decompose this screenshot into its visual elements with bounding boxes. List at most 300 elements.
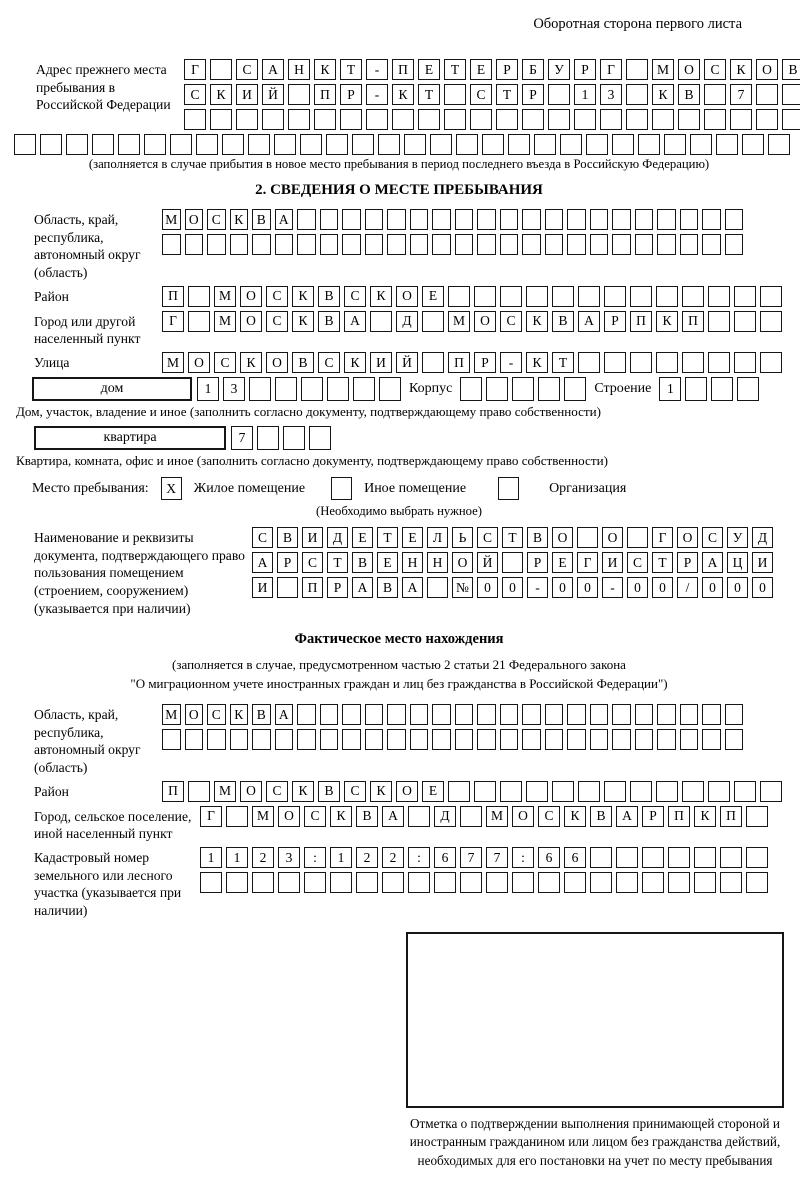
char-box[interactable]: С bbox=[702, 527, 723, 548]
char-box[interactable] bbox=[460, 377, 482, 401]
char-box[interactable] bbox=[456, 134, 478, 155]
char-box[interactable]: В bbox=[678, 84, 700, 105]
char-box[interactable] bbox=[283, 426, 305, 450]
char-box[interactable]: М bbox=[252, 806, 274, 827]
char-box[interactable] bbox=[548, 109, 570, 130]
char-box[interactable]: Т bbox=[377, 527, 398, 548]
char-box[interactable]: К bbox=[230, 704, 249, 725]
char-box[interactable]: О bbox=[240, 286, 262, 307]
char-box[interactable]: И bbox=[236, 84, 258, 105]
char-box[interactable] bbox=[500, 781, 522, 802]
char-box[interactable] bbox=[742, 134, 764, 155]
char-box[interactable] bbox=[578, 352, 600, 373]
char-box[interactable] bbox=[342, 234, 361, 255]
char-box[interactable] bbox=[522, 209, 541, 230]
other-premises-checkbox[interactable] bbox=[331, 477, 352, 500]
char-box[interactable] bbox=[500, 286, 522, 307]
char-box[interactable]: А bbox=[402, 577, 423, 598]
char-box[interactable]: У bbox=[548, 59, 570, 80]
char-box[interactable] bbox=[275, 377, 297, 401]
char-box[interactable] bbox=[768, 134, 790, 155]
char-box[interactable]: М bbox=[162, 704, 181, 725]
char-box[interactable]: Н bbox=[402, 552, 423, 573]
char-box[interactable] bbox=[668, 847, 690, 868]
char-box[interactable]: П bbox=[162, 286, 184, 307]
char-box[interactable]: Р bbox=[604, 311, 626, 332]
char-box[interactable]: О bbox=[185, 209, 204, 230]
char-box[interactable]: 6 bbox=[564, 847, 586, 868]
char-box[interactable] bbox=[746, 806, 768, 827]
char-box[interactable] bbox=[342, 209, 361, 230]
char-box[interactable]: О bbox=[266, 352, 288, 373]
char-box[interactable]: Ц bbox=[727, 552, 748, 573]
char-box[interactable]: К bbox=[392, 84, 414, 105]
char-box[interactable]: О bbox=[188, 352, 210, 373]
char-box[interactable]: Т bbox=[340, 59, 362, 80]
char-box[interactable] bbox=[320, 234, 339, 255]
char-box[interactable]: Т bbox=[418, 84, 440, 105]
char-box[interactable]: С bbox=[302, 552, 323, 573]
char-box[interactable]: О bbox=[677, 527, 698, 548]
char-box[interactable] bbox=[288, 109, 310, 130]
char-box[interactable]: А bbox=[252, 552, 273, 573]
char-box[interactable] bbox=[278, 872, 300, 893]
char-box[interactable]: Е bbox=[422, 781, 444, 802]
char-box[interactable] bbox=[455, 209, 474, 230]
char-box[interactable]: Ь bbox=[452, 527, 473, 548]
char-box[interactable]: О bbox=[512, 806, 534, 827]
char-box[interactable] bbox=[564, 872, 586, 893]
char-box[interactable] bbox=[460, 872, 482, 893]
char-box[interactable] bbox=[236, 109, 258, 130]
char-box[interactable] bbox=[725, 209, 744, 230]
char-box[interactable] bbox=[387, 209, 406, 230]
char-box[interactable]: В bbox=[318, 311, 340, 332]
char-box[interactable] bbox=[627, 527, 648, 548]
char-box[interactable] bbox=[590, 847, 612, 868]
char-box[interactable] bbox=[207, 234, 226, 255]
char-box[interactable] bbox=[500, 209, 519, 230]
char-box[interactable] bbox=[737, 377, 759, 401]
char-box[interactable]: К bbox=[652, 84, 674, 105]
char-box[interactable] bbox=[277, 577, 298, 598]
char-box[interactable] bbox=[746, 872, 768, 893]
char-box[interactable]: А bbox=[616, 806, 638, 827]
char-box[interactable]: С bbox=[704, 59, 726, 80]
char-box[interactable] bbox=[392, 109, 414, 130]
char-box[interactable] bbox=[430, 134, 452, 155]
char-box[interactable]: О bbox=[396, 286, 418, 307]
char-box[interactable] bbox=[455, 234, 474, 255]
char-box[interactable] bbox=[500, 729, 519, 750]
char-box[interactable]: - bbox=[527, 577, 548, 598]
char-box[interactable]: 7 bbox=[460, 847, 482, 868]
char-box[interactable]: В bbox=[527, 527, 548, 548]
char-box[interactable] bbox=[612, 704, 631, 725]
char-box[interactable]: С bbox=[344, 286, 366, 307]
char-box[interactable]: 1 bbox=[330, 847, 352, 868]
char-box[interactable]: Т bbox=[552, 352, 574, 373]
char-box[interactable]: 0 bbox=[552, 577, 573, 598]
char-box[interactable] bbox=[162, 234, 181, 255]
char-box[interactable]: Г bbox=[577, 552, 598, 573]
char-box[interactable] bbox=[734, 311, 756, 332]
char-box[interactable]: Т bbox=[327, 552, 348, 573]
char-box[interactable]: П bbox=[682, 311, 704, 332]
char-box[interactable]: Г bbox=[652, 527, 673, 548]
char-box[interactable] bbox=[66, 134, 88, 155]
char-box[interactable] bbox=[604, 781, 626, 802]
char-box[interactable] bbox=[760, 352, 782, 373]
char-box[interactable] bbox=[635, 209, 654, 230]
char-box[interactable] bbox=[635, 729, 654, 750]
char-box[interactable] bbox=[756, 84, 778, 105]
char-box[interactable] bbox=[734, 781, 756, 802]
char-box[interactable] bbox=[522, 109, 544, 130]
char-box[interactable] bbox=[366, 109, 388, 130]
char-box[interactable]: П bbox=[668, 806, 690, 827]
char-box[interactable] bbox=[500, 234, 519, 255]
char-box[interactable]: : bbox=[408, 847, 430, 868]
char-box[interactable] bbox=[448, 286, 470, 307]
char-box[interactable] bbox=[642, 847, 664, 868]
char-box[interactable]: 6 bbox=[434, 847, 456, 868]
char-box[interactable]: Р bbox=[574, 59, 596, 80]
char-box[interactable] bbox=[185, 729, 204, 750]
char-box[interactable]: М bbox=[652, 59, 674, 80]
char-box[interactable] bbox=[567, 234, 586, 255]
char-box[interactable] bbox=[734, 286, 756, 307]
char-box[interactable] bbox=[502, 552, 523, 573]
char-box[interactable] bbox=[210, 109, 232, 130]
char-box[interactable] bbox=[365, 704, 384, 725]
char-box[interactable]: О bbox=[552, 527, 573, 548]
char-box[interactable]: К bbox=[370, 781, 392, 802]
char-box[interactable] bbox=[410, 234, 429, 255]
char-box[interactable] bbox=[482, 134, 504, 155]
char-box[interactable] bbox=[410, 209, 429, 230]
char-box[interactable] bbox=[552, 781, 574, 802]
char-box[interactable] bbox=[460, 806, 482, 827]
char-box[interactable]: М bbox=[214, 311, 236, 332]
char-box[interactable] bbox=[432, 729, 451, 750]
char-box[interactable] bbox=[262, 109, 284, 130]
char-box[interactable]: 2 bbox=[252, 847, 274, 868]
char-box[interactable] bbox=[185, 234, 204, 255]
char-box[interactable]: А bbox=[344, 311, 366, 332]
char-box[interactable]: К bbox=[292, 781, 314, 802]
char-box[interactable]: 7 bbox=[486, 847, 508, 868]
char-box[interactable] bbox=[40, 134, 62, 155]
char-box[interactable] bbox=[474, 781, 496, 802]
char-box[interactable] bbox=[434, 872, 456, 893]
char-box[interactable] bbox=[635, 704, 654, 725]
char-box[interactable] bbox=[378, 134, 400, 155]
char-box[interactable]: М bbox=[448, 311, 470, 332]
char-box[interactable]: Е bbox=[352, 527, 373, 548]
char-box[interactable] bbox=[320, 704, 339, 725]
char-box[interactable] bbox=[370, 311, 392, 332]
char-box[interactable]: Р bbox=[642, 806, 664, 827]
char-box[interactable] bbox=[288, 84, 310, 105]
char-box[interactable]: С bbox=[266, 781, 288, 802]
char-box[interactable]: К bbox=[526, 352, 548, 373]
char-box[interactable] bbox=[188, 311, 210, 332]
char-box[interactable] bbox=[577, 527, 598, 548]
char-box[interactable]: Н bbox=[288, 59, 310, 80]
char-box[interactable]: П bbox=[392, 59, 414, 80]
char-box[interactable] bbox=[257, 426, 279, 450]
char-box[interactable]: С bbox=[214, 352, 236, 373]
char-box[interactable] bbox=[720, 847, 742, 868]
char-box[interactable]: 3 bbox=[223, 377, 245, 401]
char-box[interactable]: : bbox=[304, 847, 326, 868]
char-box[interactable] bbox=[590, 729, 609, 750]
residential-checkbox[interactable]: X bbox=[161, 477, 182, 500]
char-box[interactable] bbox=[708, 311, 730, 332]
char-box[interactable]: К bbox=[344, 352, 366, 373]
char-box[interactable] bbox=[578, 781, 600, 802]
char-box[interactable]: Д bbox=[752, 527, 773, 548]
char-box[interactable]: П bbox=[448, 352, 470, 373]
char-box[interactable] bbox=[716, 134, 738, 155]
char-box[interactable] bbox=[222, 134, 244, 155]
char-box[interactable] bbox=[387, 234, 406, 255]
char-box[interactable] bbox=[477, 234, 496, 255]
char-box[interactable]: С bbox=[266, 286, 288, 307]
char-box[interactable] bbox=[678, 109, 700, 130]
char-box[interactable]: - bbox=[500, 352, 522, 373]
char-box[interactable] bbox=[365, 729, 384, 750]
char-box[interactable]: М bbox=[162, 209, 181, 230]
char-box[interactable] bbox=[682, 286, 704, 307]
char-box[interactable] bbox=[708, 352, 730, 373]
char-box[interactable]: 1 bbox=[659, 377, 681, 401]
char-box[interactable] bbox=[590, 209, 609, 230]
char-box[interactable]: О bbox=[278, 806, 300, 827]
char-box[interactable]: А bbox=[382, 806, 404, 827]
char-box[interactable] bbox=[184, 109, 206, 130]
char-box[interactable] bbox=[301, 377, 323, 401]
char-box[interactable]: К bbox=[694, 806, 716, 827]
char-box[interactable] bbox=[526, 781, 548, 802]
char-box[interactable] bbox=[656, 286, 678, 307]
char-box[interactable] bbox=[300, 134, 322, 155]
char-box[interactable]: О bbox=[602, 527, 623, 548]
char-box[interactable] bbox=[477, 704, 496, 725]
char-box[interactable] bbox=[720, 872, 742, 893]
char-box[interactable] bbox=[342, 729, 361, 750]
char-box[interactable] bbox=[379, 377, 401, 401]
char-box[interactable]: 7 bbox=[231, 426, 253, 450]
char-box[interactable]: 3 bbox=[600, 84, 622, 105]
char-box[interactable]: К bbox=[370, 286, 392, 307]
char-box[interactable] bbox=[408, 872, 430, 893]
char-box[interactable]: Е bbox=[470, 59, 492, 80]
char-box[interactable] bbox=[668, 872, 690, 893]
char-box[interactable]: 0 bbox=[477, 577, 498, 598]
char-box[interactable]: 0 bbox=[752, 577, 773, 598]
char-box[interactable]: Е bbox=[418, 59, 440, 80]
house-type-box[interactable]: дом bbox=[32, 377, 192, 401]
char-box[interactable]: 0 bbox=[627, 577, 648, 598]
char-box[interactable] bbox=[635, 234, 654, 255]
char-box[interactable] bbox=[730, 109, 752, 130]
char-box[interactable] bbox=[590, 872, 612, 893]
char-box[interactable] bbox=[297, 209, 316, 230]
char-box[interactable] bbox=[612, 134, 634, 155]
char-box[interactable]: Е bbox=[402, 527, 423, 548]
char-box[interactable] bbox=[657, 234, 676, 255]
char-box[interactable] bbox=[248, 134, 270, 155]
char-box[interactable] bbox=[448, 781, 470, 802]
char-box[interactable]: О bbox=[756, 59, 778, 80]
char-box[interactable] bbox=[304, 872, 326, 893]
char-box[interactable]: Т bbox=[502, 527, 523, 548]
char-box[interactable] bbox=[657, 209, 676, 230]
char-box[interactable]: М bbox=[162, 352, 184, 373]
char-box[interactable]: С bbox=[252, 527, 273, 548]
char-box[interactable] bbox=[690, 134, 712, 155]
char-box[interactable] bbox=[455, 729, 474, 750]
char-box[interactable]: П bbox=[720, 806, 742, 827]
char-box[interactable] bbox=[702, 209, 721, 230]
char-box[interactable]: С bbox=[344, 781, 366, 802]
char-box[interactable] bbox=[404, 134, 426, 155]
char-box[interactable] bbox=[477, 209, 496, 230]
char-box[interactable]: А bbox=[352, 577, 373, 598]
char-box[interactable] bbox=[574, 109, 596, 130]
char-box[interactable] bbox=[249, 377, 271, 401]
char-box[interactable] bbox=[702, 704, 721, 725]
char-box[interactable]: А bbox=[275, 704, 294, 725]
char-box[interactable]: В bbox=[782, 59, 800, 80]
char-box[interactable]: С bbox=[538, 806, 560, 827]
char-box[interactable]: О bbox=[240, 311, 262, 332]
char-box[interactable] bbox=[552, 286, 574, 307]
char-box[interactable] bbox=[694, 872, 716, 893]
char-box[interactable]: В bbox=[252, 704, 271, 725]
char-box[interactable]: И bbox=[752, 552, 773, 573]
char-box[interactable]: В bbox=[318, 781, 340, 802]
char-box[interactable] bbox=[444, 109, 466, 130]
char-box[interactable] bbox=[252, 729, 271, 750]
char-box[interactable]: У bbox=[727, 527, 748, 548]
char-box[interactable] bbox=[144, 134, 166, 155]
char-box[interactable] bbox=[340, 109, 362, 130]
char-box[interactable]: Г bbox=[600, 59, 622, 80]
char-box[interactable] bbox=[704, 84, 726, 105]
char-box[interactable] bbox=[564, 377, 586, 401]
char-box[interactable]: Й bbox=[396, 352, 418, 373]
char-box[interactable] bbox=[680, 729, 699, 750]
char-box[interactable]: М bbox=[214, 781, 236, 802]
char-box[interactable] bbox=[226, 872, 248, 893]
char-box[interactable] bbox=[545, 234, 564, 255]
char-box[interactable]: О bbox=[452, 552, 473, 573]
char-box[interactable]: 0 bbox=[577, 577, 598, 598]
char-box[interactable]: 3 bbox=[278, 847, 300, 868]
char-box[interactable] bbox=[508, 134, 530, 155]
char-box[interactable]: К bbox=[564, 806, 586, 827]
char-box[interactable]: М bbox=[214, 286, 236, 307]
char-box[interactable] bbox=[252, 872, 274, 893]
char-box[interactable]: Р bbox=[527, 552, 548, 573]
char-box[interactable] bbox=[616, 872, 638, 893]
char-box[interactable] bbox=[522, 234, 541, 255]
char-box[interactable]: Е bbox=[422, 286, 444, 307]
char-box[interactable] bbox=[680, 209, 699, 230]
char-box[interactable] bbox=[590, 234, 609, 255]
char-box[interactable] bbox=[725, 234, 744, 255]
char-box[interactable]: Й bbox=[262, 84, 284, 105]
char-box[interactable] bbox=[725, 704, 744, 725]
char-box[interactable]: Т bbox=[652, 552, 673, 573]
char-box[interactable]: Г bbox=[200, 806, 222, 827]
char-box[interactable]: С bbox=[184, 84, 206, 105]
char-box[interactable] bbox=[526, 286, 548, 307]
char-box[interactable]: П bbox=[314, 84, 336, 105]
char-box[interactable] bbox=[567, 729, 586, 750]
organization-checkbox[interactable] bbox=[498, 477, 519, 500]
char-box[interactable] bbox=[630, 781, 652, 802]
char-box[interactable]: 0 bbox=[702, 577, 723, 598]
char-box[interactable]: В bbox=[292, 352, 314, 373]
char-box[interactable]: Р bbox=[277, 552, 298, 573]
char-box[interactable] bbox=[612, 234, 631, 255]
char-box[interactable]: - bbox=[366, 84, 388, 105]
char-box[interactable]: С bbox=[470, 84, 492, 105]
char-box[interactable] bbox=[320, 729, 339, 750]
char-box[interactable] bbox=[512, 872, 534, 893]
char-box[interactable] bbox=[545, 209, 564, 230]
char-box[interactable]: И bbox=[370, 352, 392, 373]
char-box[interactable] bbox=[486, 377, 508, 401]
char-box[interactable] bbox=[685, 377, 707, 401]
char-box[interactable]: К bbox=[526, 311, 548, 332]
char-box[interactable] bbox=[118, 134, 140, 155]
char-box[interactable] bbox=[422, 352, 444, 373]
char-box[interactable]: О bbox=[474, 311, 496, 332]
char-box[interactable]: / bbox=[677, 577, 698, 598]
char-box[interactable] bbox=[207, 729, 226, 750]
char-box[interactable]: Е bbox=[377, 552, 398, 573]
char-box[interactable] bbox=[680, 234, 699, 255]
char-box[interactable] bbox=[210, 59, 232, 80]
char-box[interactable]: 0 bbox=[727, 577, 748, 598]
char-box[interactable] bbox=[590, 704, 609, 725]
char-box[interactable]: А bbox=[275, 209, 294, 230]
char-box[interactable] bbox=[297, 704, 316, 725]
char-box[interactable]: О bbox=[396, 781, 418, 802]
char-box[interactable]: С bbox=[236, 59, 258, 80]
char-box[interactable]: С bbox=[266, 311, 288, 332]
char-box[interactable] bbox=[657, 704, 676, 725]
char-box[interactable]: В bbox=[252, 209, 271, 230]
char-box[interactable] bbox=[252, 234, 271, 255]
char-box[interactable] bbox=[782, 109, 800, 130]
char-box[interactable]: К bbox=[330, 806, 352, 827]
char-box[interactable]: 1 bbox=[226, 847, 248, 868]
char-box[interactable] bbox=[746, 847, 768, 868]
char-box[interactable] bbox=[477, 729, 496, 750]
char-box[interactable]: 7 bbox=[730, 84, 752, 105]
char-box[interactable]: - bbox=[602, 577, 623, 598]
char-box[interactable] bbox=[170, 134, 192, 155]
char-box[interactable]: И bbox=[302, 527, 323, 548]
char-box[interactable] bbox=[356, 872, 378, 893]
char-box[interactable]: Г bbox=[184, 59, 206, 80]
